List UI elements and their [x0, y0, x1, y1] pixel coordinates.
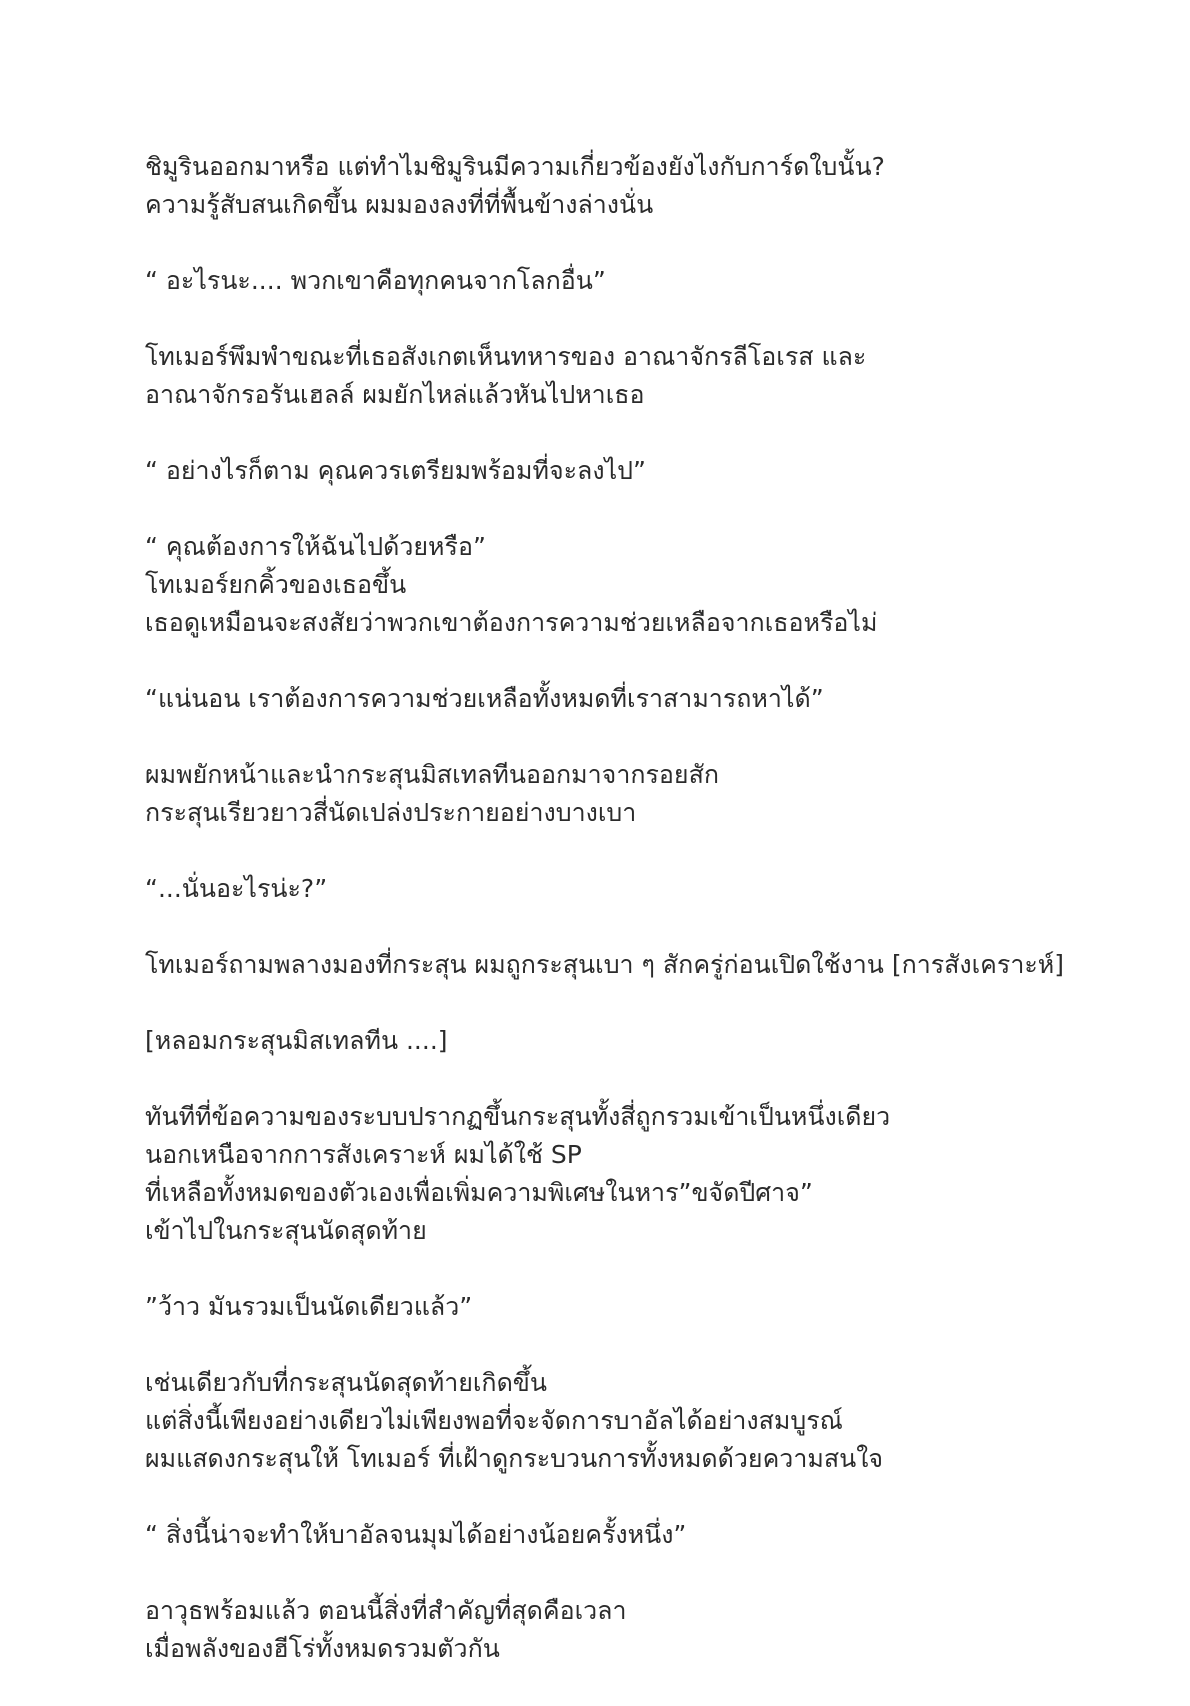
- text-line: เมื่อพลังของฮีโร่ทั้งหมดรวมตัวกัน: [145, 1634, 500, 1663]
- paragraph: [145, 452, 1145, 490]
- text-line: อาวุธพร้อมแล้ว ตอนนี้สิ่งที่สำคัญที่สุดคือเวลา: [145, 1596, 627, 1625]
- dialogue-line: “ อะไรนะ.... พวกเขาคือทุกคนจากโลกอื่น”: [145, 266, 606, 295]
- text-line: อาณาจักรอรันเฮลล์ ผมยักไหล่แล้วหันไปหาเธอ: [145, 380, 645, 409]
- paragraph: [145, 1288, 1145, 1326]
- paragraph: [145, 946, 1145, 984]
- text-line: โทเมอร์พึมพำขณะที่เธอสังเกตเห็นทหารของ อาณาจักรลีโอเรส และ: [145, 342, 867, 371]
- paragraph: [145, 338, 1145, 414]
- paragraph: [145, 528, 1145, 642]
- text-line: เธอดูเหมือนจะสงสัยว่าพวกเขาต้องการความช่วยเหลือจากเธอหรือไม่: [145, 608, 878, 637]
- dialogue-line: “ สิ่งนี้น่าจะทำให้บาอัลจนมุมได้อย่างน้อยครั้งหนึ่ง”: [145, 1520, 687, 1549]
- paragraph: [145, 262, 1145, 300]
- text-line: ทันทีที่ข้อความของระบบปรากฏขึ้นกระสุนทั้งสี่ถูกรวมเข้าเป็นหนึ่งเดียว: [145, 1102, 891, 1131]
- paragraph: [145, 1364, 1145, 1478]
- text-line: ผมแสดงกระสุนให้ โทเมอร์ ที่เฝ้าดูกระบวนการทั้งหมดด้วยความสนใจ: [145, 1444, 884, 1473]
- dialogue-line: “ อย่างไรก็ตาม คุณควรเตรียมพร้อมที่จะลงไป”: [145, 456, 646, 485]
- text-line: นอกเหนือจากการสังเคราะห์ ผมได้ใช้ SP: [145, 1140, 582, 1169]
- paragraph: [145, 1592, 1145, 1668]
- text-line: เช่นเดียวกับที่กระสุนนัดสุดท้ายเกิดขึ้น: [145, 1368, 547, 1397]
- paragraph: [145, 1516, 1145, 1554]
- text-line: ชิมูรินออกมาหรือ แต่ทำไมชิมูรินมีความเกี่ยวข้องยังไงกับการ์ดใบนั้น?: [145, 152, 885, 181]
- text-line: ผมพยักหน้าและนำกระสุนมิสเทลทีนออกมาจากรอยสัก: [145, 760, 719, 789]
- text-line: เข้าไปในกระสุนนัดสุดท้าย: [145, 1216, 427, 1245]
- dialogue-line: ”ว้าว มันรวมเป็นนัดเดียวแล้ว”: [145, 1292, 473, 1321]
- text-line: โทเมอร์ถามพลางมองที่กระสุน ผมถูกระสุนเบา ๆ สักครู่ก่อนเปิดใช้งาน [การสังเคราะห์]: [145, 950, 1065, 979]
- paragraph: [145, 1098, 1145, 1250]
- paragraph: [145, 148, 1145, 224]
- text-line: โทเมอร์ยกคิ้วของเธอขึ้น: [145, 570, 407, 599]
- paragraph: [145, 756, 1145, 832]
- text-line: กระสุนเรียวยาวสี่นัดเปล่งประกายอย่างบางเบา: [145, 798, 637, 827]
- paragraph: [145, 680, 1145, 718]
- paragraph: [145, 1022, 1145, 1060]
- dialogue-line: “ คุณต้องการให้ฉันไปด้วยหรือ”: [145, 532, 486, 561]
- document-page: [145, 148, 1145, 1706]
- dialogue-line: “...นั่นอะไรน่ะ?”: [145, 874, 328, 903]
- text-line: ที่เหลือทั้งหมดของตัวเองเพื่อเพิ่มความพิเศษในหาร”ขจัดปีศาจ”: [145, 1178, 813, 1207]
- paragraph: [145, 870, 1145, 908]
- system-message-line: [หลอมกระสุนมิสเทลทีน ....]: [145, 1026, 448, 1055]
- dialogue-line: “แน่นอน เราต้องการความช่วยเหลือทั้งหมดที่เราสามารถหาได้”: [145, 684, 824, 713]
- text-line: แต่สิ่งนี้เพียงอย่างเดียวไม่เพียงพอที่จะจัดการบาอัลได้อย่างสมบูรณ์: [145, 1406, 843, 1435]
- text-line: ความรู้สับสนเกิดขึ้น ผมมองลงที่ที่พื้นข้างล่างนั่น: [145, 190, 654, 219]
